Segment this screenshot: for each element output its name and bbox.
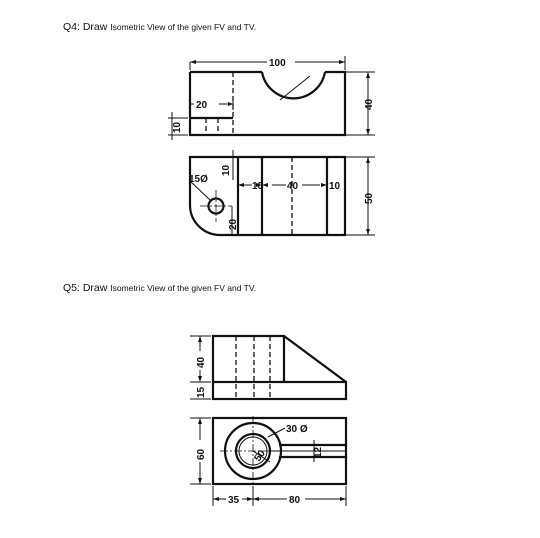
q4-dim-10-top: 10 — [221, 164, 232, 176]
q4-dim-15-diameter: 15Ø — [189, 174, 208, 185]
q5-dim-35: 35 — [228, 495, 240, 506]
q4-dim-50: 50 — [364, 192, 375, 204]
q5-dim-60: 60 — [196, 448, 207, 460]
q4-dim-40-mid: 40 — [287, 181, 299, 192]
q4-dim-40: 40 — [364, 98, 375, 110]
q4-dim-20-hole: 20 — [228, 218, 239, 230]
q4-dim-10-right: 10 — [329, 181, 341, 192]
q5-dim-80: 80 — [289, 495, 301, 506]
q4-dim-20: 20 — [196, 100, 208, 111]
question-4-text: Isometric View of the given FV and TV. — [110, 22, 257, 32]
q5-dim-30-diameter: 30 Ø — [286, 424, 308, 435]
q5-dim-15: 15 — [196, 386, 207, 398]
question-5-text: Isometric View of the given FV and TV. — [110, 283, 257, 293]
question-4-label: Q4: Draw — [63, 21, 111, 33]
q5-top-view — [190, 416, 346, 506]
question-5-label: Q5: Draw — [63, 282, 111, 294]
q5-dim-12: 12 — [313, 446, 324, 458]
q4-top-dimensions — [189, 164, 375, 230]
q4-dim-100: 100 — [269, 58, 286, 69]
q5-front-view — [190, 336, 346, 399]
q4-top-view — [190, 150, 375, 235]
q4-dim-10-left: 10 — [172, 121, 183, 133]
q5-dim-50: 50 — [252, 448, 268, 464]
q5-dim-40: 40 — [196, 356, 207, 368]
q4-dim-10-mid: 10 — [252, 181, 264, 192]
